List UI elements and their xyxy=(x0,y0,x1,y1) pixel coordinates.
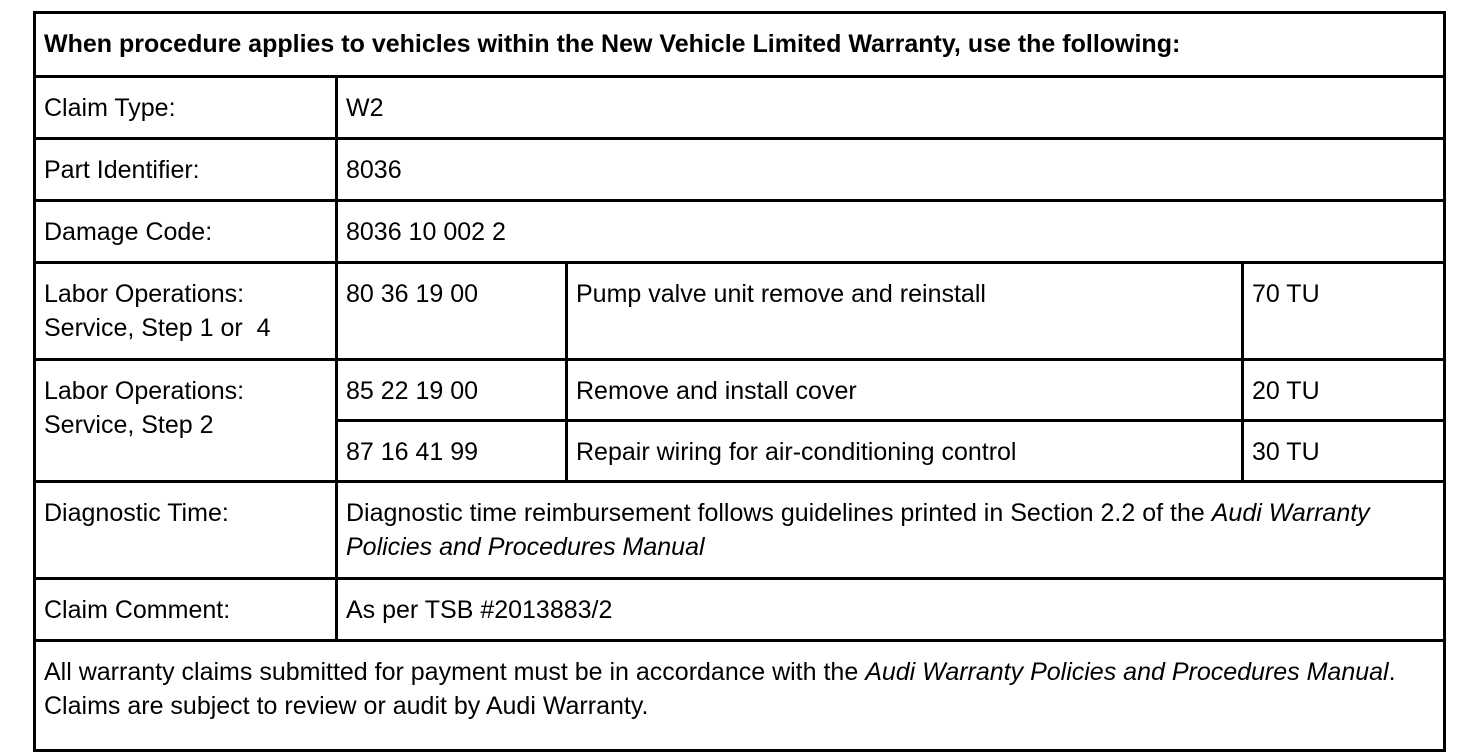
table-header: When procedure applies to vehicles within the New Vehicle Limited Warranty, use the following: xyxy=(35,13,1445,77)
labor-step2-time: 30 TU xyxy=(1243,421,1445,482)
table-row xyxy=(35,482,1445,579)
labor-step2-description: Repair wiring for air-conditioning control xyxy=(567,421,1243,482)
table-row xyxy=(35,263,1445,360)
labor-step2-time: 20 TU xyxy=(1243,360,1445,421)
diagnostic-time-value xyxy=(337,482,1445,579)
diagnostic-time-text: Diagnostic time reimbursement follows guidelines printed in Section 2.2 of the xyxy=(346,499,1212,527)
table-footer xyxy=(35,641,1445,751)
warranty-table xyxy=(33,11,1446,752)
diagnostic-time-label: Diagnostic Time: xyxy=(35,482,337,579)
labor-step2-description: Remove and install cover xyxy=(567,360,1243,421)
claim-type-label: Claim Type: xyxy=(35,77,337,139)
table-row xyxy=(35,77,1445,139)
table-row xyxy=(35,139,1445,201)
labor-step1-description: Pump valve unit remove and reinstall xyxy=(567,263,1243,360)
table-footer-row xyxy=(35,641,1445,751)
labor-step1-code: 80 36 19 00 xyxy=(337,263,567,360)
footer-manual: Audi Warranty Policies and Procedures Manual xyxy=(865,658,1389,686)
table-row xyxy=(35,360,1445,421)
labor-step2-label xyxy=(35,360,337,482)
labor-step2-code: 85 22 19 00 xyxy=(337,360,567,421)
claim-comment-label: Claim Comment: xyxy=(35,579,337,641)
table-row xyxy=(35,201,1445,263)
damage-code-label: Damage Code: xyxy=(35,201,337,263)
damage-code-value: 8036 10 002 2 xyxy=(337,201,1445,263)
labor-step1-label-line2: Service, Step 1 or 4 xyxy=(44,314,271,342)
part-identifier-label: Part Identifier: xyxy=(35,139,337,201)
footer-text2: . Claims are subject to review or audit by Audi Warranty. xyxy=(44,658,1396,720)
labor-step1-label-line1: Labor Operations: xyxy=(44,280,245,308)
labor-step1-label xyxy=(35,263,337,360)
part-identifier-value: 8036 xyxy=(337,139,1445,201)
labor-step1-time: 70 TU xyxy=(1243,263,1445,360)
claim-comment-value: As per TSB #2013883/2 xyxy=(337,579,1445,641)
labor-step2-label-line1: Labor Operations: xyxy=(44,377,245,405)
claim-type-value: W2 xyxy=(337,77,1445,139)
table-header-row xyxy=(35,13,1445,77)
labor-step2-label-line2: Service, Step 2 xyxy=(44,411,214,439)
table-row xyxy=(35,579,1445,641)
diagnostic-time-manual: Audi Warranty Policies and Procedures Manual xyxy=(346,499,1370,561)
footer-text1: All warranty claims submitted for payment must be in accordance with the xyxy=(44,658,866,686)
labor-step2-code: 87 16 41 99 xyxy=(337,421,567,482)
